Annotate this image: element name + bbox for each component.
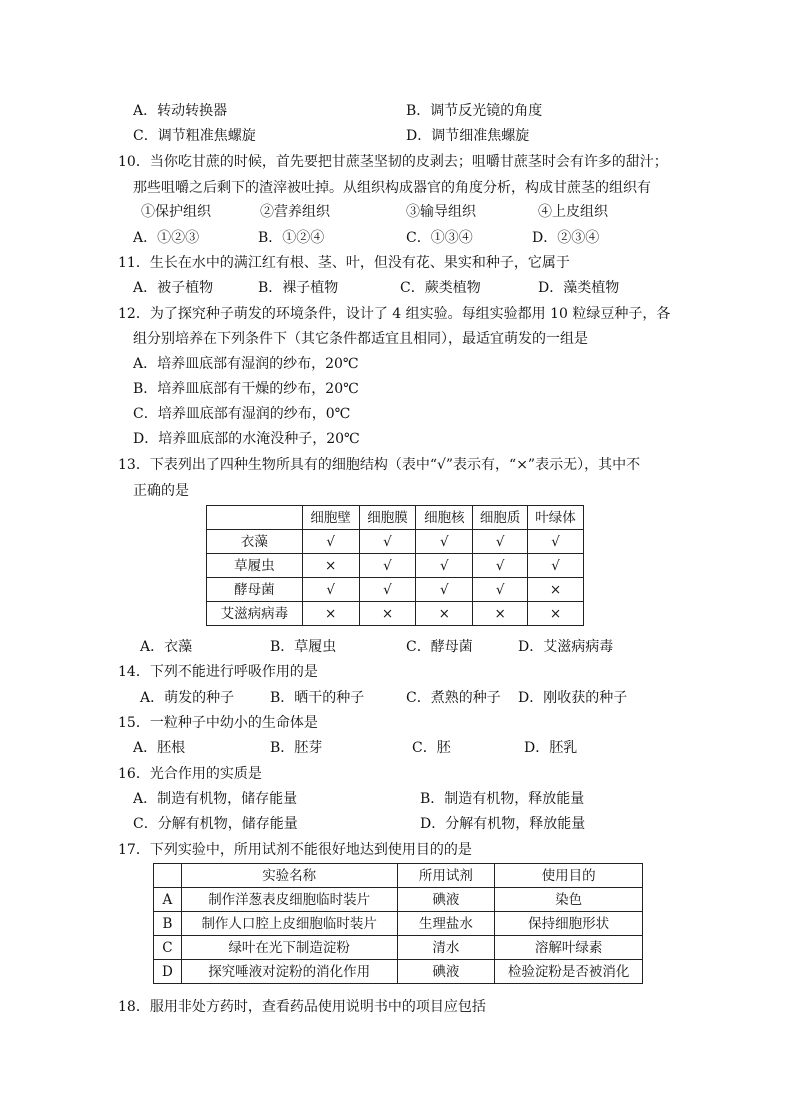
table-cell: 草履虫	[207, 554, 303, 578]
q14-option-c: C．煮熟的种子	[406, 690, 501, 706]
table-cell: 染色	[495, 888, 643, 912]
table-cell: C	[154, 936, 182, 960]
q16-stem: 16．光合作用的实质是	[118, 766, 262, 782]
table-row	[154, 960, 643, 984]
table-header-cell: 所用试剂	[397, 864, 495, 888]
table-row	[207, 578, 584, 602]
table-cell: √	[473, 578, 528, 602]
table-header-row	[154, 864, 643, 888]
q15-stem: 15．一粒种子中幼小的生命体是	[118, 715, 318, 731]
q10-item-4: ④上皮组织	[538, 204, 608, 220]
table-header-cell: 实验名称	[181, 864, 397, 888]
table-cell: 制作洋葱表皮细胞临时装片	[181, 888, 397, 912]
q14-option-b: B．晒干的种子	[270, 690, 365, 706]
q9-option-d: D．调节细准焦螺旋	[406, 128, 530, 144]
q13-option-d: D．艾滋病病毒	[518, 639, 614, 655]
table-row	[154, 936, 643, 960]
table-cell: 绿叶在光下制造淀粉	[181, 936, 397, 960]
table-cell: 艾滋病病毒	[207, 602, 303, 626]
table-cell: √	[473, 530, 528, 554]
table-cell: ×	[473, 602, 528, 626]
table-cell: √	[528, 554, 584, 578]
q10-item-2: ②营养组织	[260, 204, 330, 220]
table-cell: √	[416, 530, 473, 554]
table-cell: 生理盐水	[397, 912, 495, 936]
table-cell: 酵母菌	[207, 578, 303, 602]
table-cell: √	[302, 530, 359, 554]
q11-option-d: D．藻类植物	[538, 280, 620, 296]
table-cell: 溶解叶绿素	[495, 936, 643, 960]
q9-option-a: A．转动转换器	[133, 103, 228, 119]
q16-option-a: A．制造有机物，储存能量	[133, 791, 298, 807]
q12-option-b: B．培养皿底部有干燥的纱布，20℃	[133, 381, 359, 397]
table-cell: √	[416, 554, 473, 578]
q15-option-b: B．胚芽	[270, 740, 323, 756]
q10-stem-line1: 10．当你吃甘蔗的时候，首先要把甘蔗茎坚韧的皮剥去；咀嚼甘蔗茎时会有许多的甜汁；	[118, 154, 668, 170]
q9-option-b: B．调节反光镜的角度	[406, 103, 543, 119]
table-cell: ×	[302, 602, 359, 626]
q14-option-d: D．刚收获的种子	[518, 690, 628, 706]
table-cell: 保持细胞形状	[495, 912, 643, 936]
table-header-cell: 细胞质	[473, 506, 528, 530]
table-cell: ×	[528, 602, 584, 626]
q9-option-c: C．调节粗准焦螺旋	[133, 128, 256, 144]
table-header-cell	[154, 864, 182, 888]
table-cell: 碘液	[397, 960, 495, 984]
table-row	[207, 602, 584, 626]
table-header-cell: 细胞核	[416, 506, 473, 530]
table-cell: √	[359, 530, 416, 554]
table-cell: B	[154, 912, 182, 936]
q11-option-c: C．蕨类植物	[400, 280, 481, 296]
table-header-cell: 叶绿体	[528, 506, 584, 530]
table-header-row	[207, 506, 584, 530]
q12-option-a: A．培养皿底部有湿润的纱布，20℃	[133, 356, 359, 372]
table-cell: √	[416, 578, 473, 602]
table-header-cell: 细胞壁	[302, 506, 359, 530]
q14-stem: 14．下列不能进行呼吸作用的是	[118, 664, 318, 680]
table-cell: 制作人口腔上皮细胞临时装片	[181, 912, 397, 936]
q16-option-d: D．分解有机物，释放能量	[420, 816, 586, 832]
q16-option-b: B．制造有机物，释放能量	[420, 791, 585, 807]
table-cell: √	[528, 530, 584, 554]
q10-option-b: B．①②④	[258, 230, 325, 246]
q16-option-c: C．分解有机物，储存能量	[133, 816, 298, 832]
table-header-cell: 使用目的	[495, 864, 643, 888]
q13-option-c: C．酵母菌	[406, 639, 473, 655]
q10-option-d: D．②③④	[532, 230, 600, 246]
q13-option-a: A．衣藻	[140, 639, 193, 655]
q11-option-b: B．裸子植物	[258, 280, 339, 296]
q14-option-a: A．萌发的种子	[140, 690, 235, 706]
table-row	[154, 912, 643, 936]
table-cell: D	[154, 960, 182, 984]
q13-stem-line1: 13．下表列出了四种生物所具有的细胞结构（表中“√”表示有，“×”表示无），其中不	[118, 457, 641, 473]
table-cell: √	[473, 554, 528, 578]
table-cell: ×	[302, 554, 359, 578]
table-header-cell: 细胞膜	[359, 506, 416, 530]
table-row	[154, 888, 643, 912]
q12-option-d: D．培养皿底部的水淹没种子，20℃	[133, 431, 360, 447]
q17-experiment-table	[153, 863, 643, 984]
q10-option-a: A．①②③	[133, 230, 200, 246]
q17-stem: 17．下列实验中，所用试剂不能很好地达到使用目的的是	[118, 842, 472, 858]
q12-stem-line2: 组分别培养在下列条件下（其它条件都适宜且相同），最适宜萌发的一组是	[133, 331, 588, 347]
table-row	[207, 554, 584, 578]
table-row	[207, 530, 584, 554]
table-cell: √	[302, 578, 359, 602]
q11-option-a: A．被子植物	[133, 280, 214, 296]
q13-option-b: B．草履虫	[270, 639, 337, 655]
table-cell: 检验淀粉是否被消化	[495, 960, 643, 984]
q15-option-c: C．胚	[412, 740, 451, 756]
q18-stem: 18．服用非处方药时，查看药品使用说明书中的项目应包括	[118, 999, 486, 1015]
q10-item-3: ③输导组织	[406, 204, 476, 220]
q13-stem-line2: 正确的是	[133, 483, 189, 499]
q15-option-a: A．胚根	[133, 740, 186, 756]
table-cell: 碘液	[397, 888, 495, 912]
q10-item-1: ①保护组织	[141, 204, 211, 220]
table-cell: ×	[359, 602, 416, 626]
table-cell: 衣藻	[207, 530, 303, 554]
table-cell: √	[359, 578, 416, 602]
q10-stem-line2: 那些咀嚼之后剩下的渣滓被吐掉。从组织构成器官的角度分析，构成甘蔗茎的组织有	[133, 180, 651, 196]
table-cell: √	[359, 554, 416, 578]
q10-option-c: C．①③④	[406, 230, 473, 246]
q15-option-d: D．胚乳	[524, 740, 578, 756]
table-cell: A	[154, 888, 182, 912]
q12-option-c: C．培养皿底部有湿润的纱布，0℃	[133, 406, 351, 422]
q11-stem: 11．生长在水中的满江红有根、茎、叶，但没有花、果实和种子，它属于	[118, 255, 570, 271]
table-cell: 清水	[397, 936, 495, 960]
q12-stem-line1: 12．为了探究种子萌发的环境条件，设计了 4 组实验。每组实验都用 10 粒绿豆种子，各	[118, 306, 671, 322]
table-header-cell	[207, 506, 303, 530]
table-cell: ×	[528, 578, 584, 602]
table-cell: ×	[416, 602, 473, 626]
q13-cell-structure-table	[206, 505, 584, 626]
table-cell: 探究唾液对淀粉的消化作用	[181, 960, 397, 984]
